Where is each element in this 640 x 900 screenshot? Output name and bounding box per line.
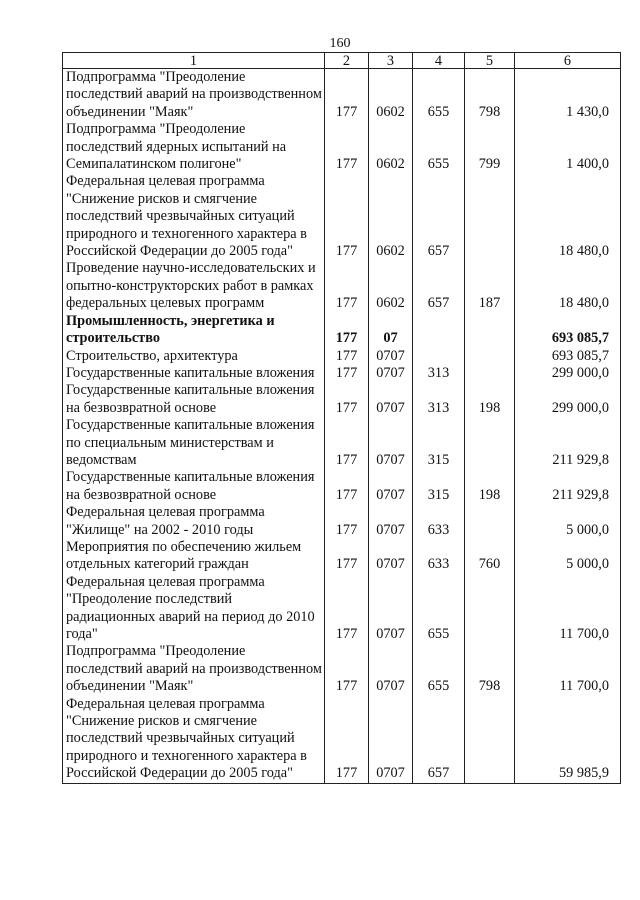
row-expense-code [465,173,515,260]
row-ministry-code: 177 [325,348,369,365]
row-name: Государственные капитальные вложения по специальным министерствам и ведомствам [63,417,325,469]
row-ministry-code: 177 [325,574,369,644]
row-section-code: 0602 [369,260,413,312]
row-target-code: 315 [413,417,465,469]
row-ministry-code: 177 [325,121,369,173]
row-amount: 693 085,7 [515,348,621,365]
row-section-code: 0707 [369,348,413,365]
row-name: Подпрограмма "Преодоление последствий ядерных испытаний на Семипалатинском полигоне" [63,121,325,173]
row-target-code: 657 [413,260,465,312]
row-section-code: 0707 [369,365,413,382]
table-row [63,504,621,539]
row-expense-code [465,574,515,644]
row-name: Подпрограмма "Преодоление последствий аварий на производственном объединении "Маяк" [63,69,325,122]
row-amount: 1 400,0 [515,121,621,173]
row-target-code: 655 [413,643,465,695]
row-section-code: 07 [369,313,413,348]
row-expense-code: 798 [465,69,515,122]
table-row [63,643,621,695]
page-number: 160 [329,36,351,51]
row-expense-code: 198 [465,469,515,504]
row-section-code: 0707 [369,643,413,695]
row-ministry-code: 177 [325,696,369,784]
row-target-code: 655 [413,69,465,122]
row-section-code: 0707 [369,469,413,504]
table-row [63,417,621,469]
row-section-code: 0707 [369,504,413,539]
row-expense-code: 798 [465,643,515,695]
row-target-code: 313 [413,365,465,382]
column-header-3: 3 [369,53,413,69]
row-name: Строительство, архитектура [63,348,325,365]
row-amount: 18 480,0 [515,260,621,312]
column-header-4: 4 [413,53,465,69]
row-section-code: 0707 [369,539,413,574]
budget-table [62,52,621,784]
row-name: Государственные капитальные вложения на безвозвратной основе [63,469,325,504]
row-expense-code [465,504,515,539]
row-ministry-code: 177 [325,417,369,469]
table-row [63,121,621,173]
row-expense-code [465,348,515,365]
row-amount: 1 430,0 [515,69,621,122]
row-ministry-code: 177 [325,260,369,312]
column-header-6: 6 [515,53,621,69]
table-row [63,69,621,122]
row-target-code [413,313,465,348]
row-amount: 59 985,9 [515,696,621,784]
row-target-code: 633 [413,539,465,574]
row-section-code: 0707 [369,574,413,644]
row-amount: 211 929,8 [515,417,621,469]
row-expense-code: 187 [465,260,515,312]
row-ministry-code: 177 [325,504,369,539]
row-section-code: 0602 [369,173,413,260]
row-target-code: 657 [413,173,465,260]
row-expense-code [465,313,515,348]
row-ministry-code: 177 [325,69,369,122]
row-ministry-code: 177 [325,382,369,417]
row-name: Федеральная целевая программа "Снижение рисков и смягчение последствий чрезвычайных ситуаций природного и техногенного характера в Российской Федерации до 2005 года" [63,696,325,784]
row-section-code: 0602 [369,69,413,122]
table-row [63,539,621,574]
row-target-code: 313 [413,382,465,417]
row-amount: 5 000,0 [515,539,621,574]
row-section-code: 0707 [369,382,413,417]
row-amount: 299 000,0 [515,365,621,382]
row-expense-code: 760 [465,539,515,574]
row-amount: 299 000,0 [515,382,621,417]
row-target-code [413,348,465,365]
table-header [63,53,621,69]
row-amount: 18 480,0 [515,173,621,260]
row-target-code: 633 [413,504,465,539]
table-row [63,382,621,417]
row-name: Государственные капитальные вложения на безвозвратной основе [63,382,325,417]
row-section-code: 0602 [369,121,413,173]
row-name: Государственные капитальные вложения [63,365,325,382]
row-name: Федеральная целевая программа "Снижение рисков и смягчение последствий чрезвычайных ситуаций природного и техногенного характера в Российской Федерации до 2005 года" [63,173,325,260]
column-header-5: 5 [465,53,515,69]
table-row [63,574,621,644]
row-expense-code [465,365,515,382]
table-row [63,469,621,504]
row-ministry-code: 177 [325,365,369,382]
row-ministry-code: 177 [325,173,369,260]
row-target-code: 315 [413,469,465,504]
row-ministry-code: 177 [325,643,369,695]
row-amount: 211 929,8 [515,469,621,504]
table-row [63,365,621,382]
row-ministry-code: 177 [325,539,369,574]
row-target-code: 657 [413,696,465,784]
row-name: Подпрограмма "Преодоление последствий аварий на производственном объединении "Маяк" [63,643,325,695]
table-body [63,69,621,784]
table-row [63,173,621,260]
table-row [63,696,621,784]
column-header-1: 1 [63,53,325,69]
row-expense-code: 799 [465,121,515,173]
row-expense-code [465,696,515,784]
row-target-code: 655 [413,574,465,644]
table-row [63,313,621,348]
row-amount: 11 700,0 [515,643,621,695]
table-row [63,260,621,312]
row-amount: 11 700,0 [515,574,621,644]
row-target-code: 655 [413,121,465,173]
row-ministry-code: 177 [325,313,369,348]
row-name: Мероприятия по обеспечению жильем отдельных категорий граждан [63,539,325,574]
row-ministry-code: 177 [325,469,369,504]
row-section-code: 0707 [369,696,413,784]
row-amount: 5 000,0 [515,504,621,539]
row-expense-code [465,417,515,469]
row-name: Федеральная целевая программа "Преодоление последствий радиационных аварий на период до 2010 года" [63,574,325,644]
column-header-2: 2 [325,53,369,69]
row-expense-code: 198 [465,382,515,417]
row-amount: 693 085,7 [515,313,621,348]
row-section-code: 0707 [369,417,413,469]
table-row [63,348,621,365]
row-name: Промышленность, энергетика и строительство [63,313,325,348]
row-name: Федеральная целевая программа "Жилище" на 2002 - 2010 годы [63,504,325,539]
row-name: Проведение научно-исследовательских и опытно-конструкторских работ в рамках федеральных целевых программ [63,260,325,312]
